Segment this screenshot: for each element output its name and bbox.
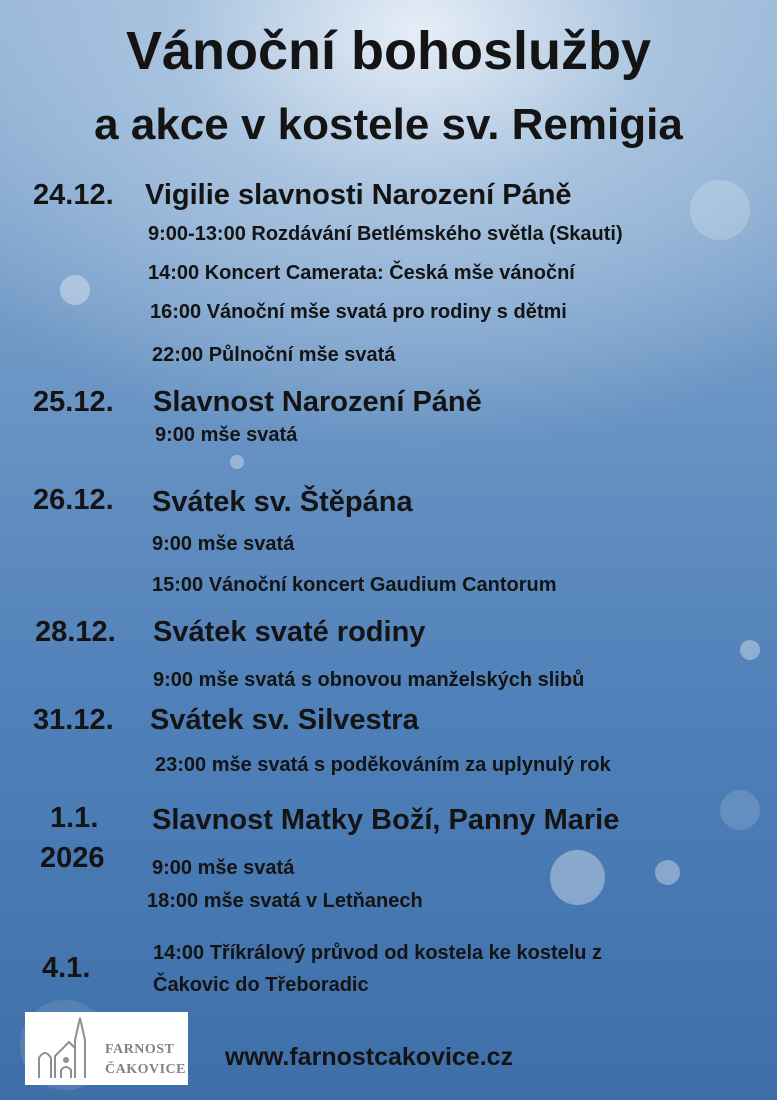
event-item: 9:00 mše svatá (152, 857, 295, 879)
event-heading: Svátek svaté rodiny (153, 616, 426, 648)
title-line2: a akce v kostele sv. Remigia (94, 100, 683, 149)
event-date: 4.1. (42, 952, 91, 984)
logo-line1: FARNOST (105, 1042, 175, 1057)
bokeh (230, 455, 244, 469)
event-heading: Svátek sv. Silvestra (150, 704, 419, 736)
event-date-year: 2026 (40, 842, 105, 874)
event-date: 28.12. (35, 616, 116, 648)
event-item: 18:00 mše svatá v Letňanech (147, 890, 423, 912)
event-heading: Slavnost Matky Boží, Panny Marie (152, 804, 620, 836)
bokeh (550, 850, 605, 905)
bokeh (720, 790, 760, 830)
event-heading: Slavnost Narození Páně (153, 386, 482, 418)
church-icon (33, 1012, 103, 1085)
bokeh (690, 180, 750, 240)
title-line1: Vánoční bohoslužby (125, 21, 652, 81)
event-item: 22:00 Půlnoční mše svatá (152, 344, 396, 366)
event-date: 24.12. (33, 179, 114, 211)
event-item: 9:00 mše svatá (155, 424, 298, 446)
bokeh (740, 640, 760, 660)
event-heading: Vigilie slavnosti Narození Páně (145, 179, 572, 211)
event-item: Čakovic do Třeboradic (153, 974, 369, 996)
website-link[interactable]: www.farnostcakovice.cz (225, 1043, 514, 1071)
event-item: 14:00 Tříkrálový průvod od kostela ke kostelu z (153, 942, 603, 964)
event-item: 9:00 mše svatá s obnovou manželských slibů (153, 669, 585, 691)
event-item: 16:00 Vánoční mše svatá pro rodiny s dětmi (150, 301, 567, 323)
event-item: 23:00 mše svatá s poděkováním za uplynulý rok (155, 754, 611, 776)
bokeh (60, 275, 90, 305)
logo-line2: ČAKOVICE (105, 1062, 187, 1077)
event-item: 9:00-13:00 Rozdávání Betlémského světla (Skauti) (148, 223, 623, 245)
bokeh (655, 860, 680, 885)
parish-logo (25, 1012, 188, 1085)
event-item: 15:00 Vánoční koncert Gaudium Cantorum (152, 574, 557, 596)
event-item: 14:00 Koncert Camerata: Česká mše vánoční (148, 262, 575, 284)
event-date: 1.1. (50, 802, 99, 834)
event-item: 9:00 mše svatá (152, 533, 295, 555)
event-date: 25.12. (33, 386, 114, 418)
event-heading: Svátek sv. Štěpána (152, 486, 413, 518)
event-date: 31.12. (33, 704, 114, 736)
event-date: 26.12. (33, 484, 114, 516)
